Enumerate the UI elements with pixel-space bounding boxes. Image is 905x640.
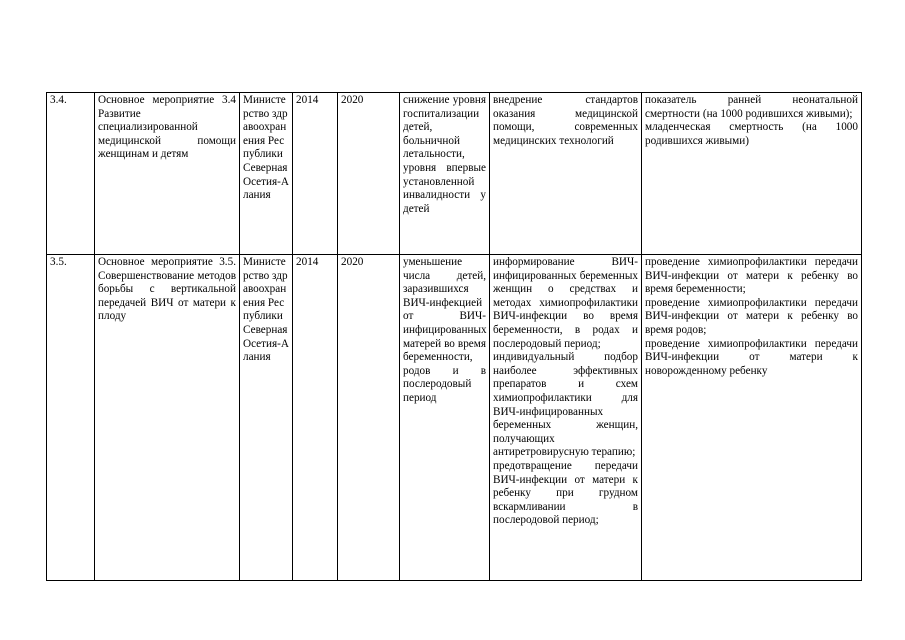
row-number-cell: 3.5. bbox=[47, 255, 95, 581]
indicator-line: проведение химиопрофилактики передачи ВИЧ-инфекции от матери к ребенку во время беременности; bbox=[645, 256, 858, 296]
row-number-cell: 3.4. bbox=[47, 93, 95, 255]
indicators-cell bbox=[642, 93, 862, 255]
start-year-cell: 2014 bbox=[293, 93, 338, 255]
indicator-line: проведение химиопрофилактики передачи ВИЧ-инфекции от матери к ребенку во время родов; bbox=[645, 296, 858, 336]
directions-cell bbox=[490, 255, 642, 581]
direction-line: информирование ВИЧ-инфицированных беременных женщин о средствах и методах химиопрофилактики ВИЧ-инфекции во время беременности, в родах и послеродовый период; bbox=[493, 256, 638, 350]
indicator-line: показатель ранней неонатальной смертности (на 1000 родившихся живыми); bbox=[645, 94, 858, 120]
start-year-cell: 2014 bbox=[293, 255, 338, 581]
expected-result-cell: уменьшение числа детей, заразившихся ВИЧ-инфекцией от ВИЧ-инфицированных матерей во время беременности, родов и в послеродовый период bbox=[400, 255, 490, 581]
end-year-cell: 2020 bbox=[338, 93, 400, 255]
indicators-cell bbox=[642, 255, 862, 581]
direction-line: предотвращение передачи ВИЧ-инфекции от матери к ребенку при грудном вскармливании в послеродовой период; bbox=[493, 459, 638, 527]
end-year-cell: 2020 bbox=[338, 255, 400, 581]
table-row bbox=[47, 93, 862, 255]
executor-cell: Министерство здравоохранения Республики Северная Осетия-Алания bbox=[240, 93, 293, 255]
measure-name-cell: Основное мероприятие 3.5. Совершенствование методов борьбы с вертикальной передачей ВИЧ от матери к плоду bbox=[95, 255, 240, 581]
direction-line: индивидуальный подбор наиболее эффективных препаратов и схем химиопрофилактики для ВИЧ-инфицированных беременных женщин, получающих антиретровирусную терапию; bbox=[493, 351, 638, 459]
measure-name-cell: Основное мероприятие 3.4 Развитие специализированной медицинской помощи женщинам и детям bbox=[95, 93, 240, 255]
directions-cell: внедрение стандартов оказания медицинской помощи, современных медицинских технологий bbox=[490, 93, 642, 255]
indicator-line: проведение химиопрофилактики передачи ВИЧ-инфекции от матери к новорожденному ребенку bbox=[645, 337, 858, 377]
expected-result-cell: снижение уровня госпитализации детей, больничной летальности, уровня впервые установленной инвалидности у детей bbox=[400, 93, 490, 255]
indicator-line: младенческая смертность (на 1000 родившихся живыми) bbox=[645, 121, 858, 147]
table-row bbox=[47, 255, 862, 581]
measures-table bbox=[46, 92, 862, 581]
executor-cell: Министерство здравоохранения Республики Северная Осетия-Алания bbox=[240, 255, 293, 581]
